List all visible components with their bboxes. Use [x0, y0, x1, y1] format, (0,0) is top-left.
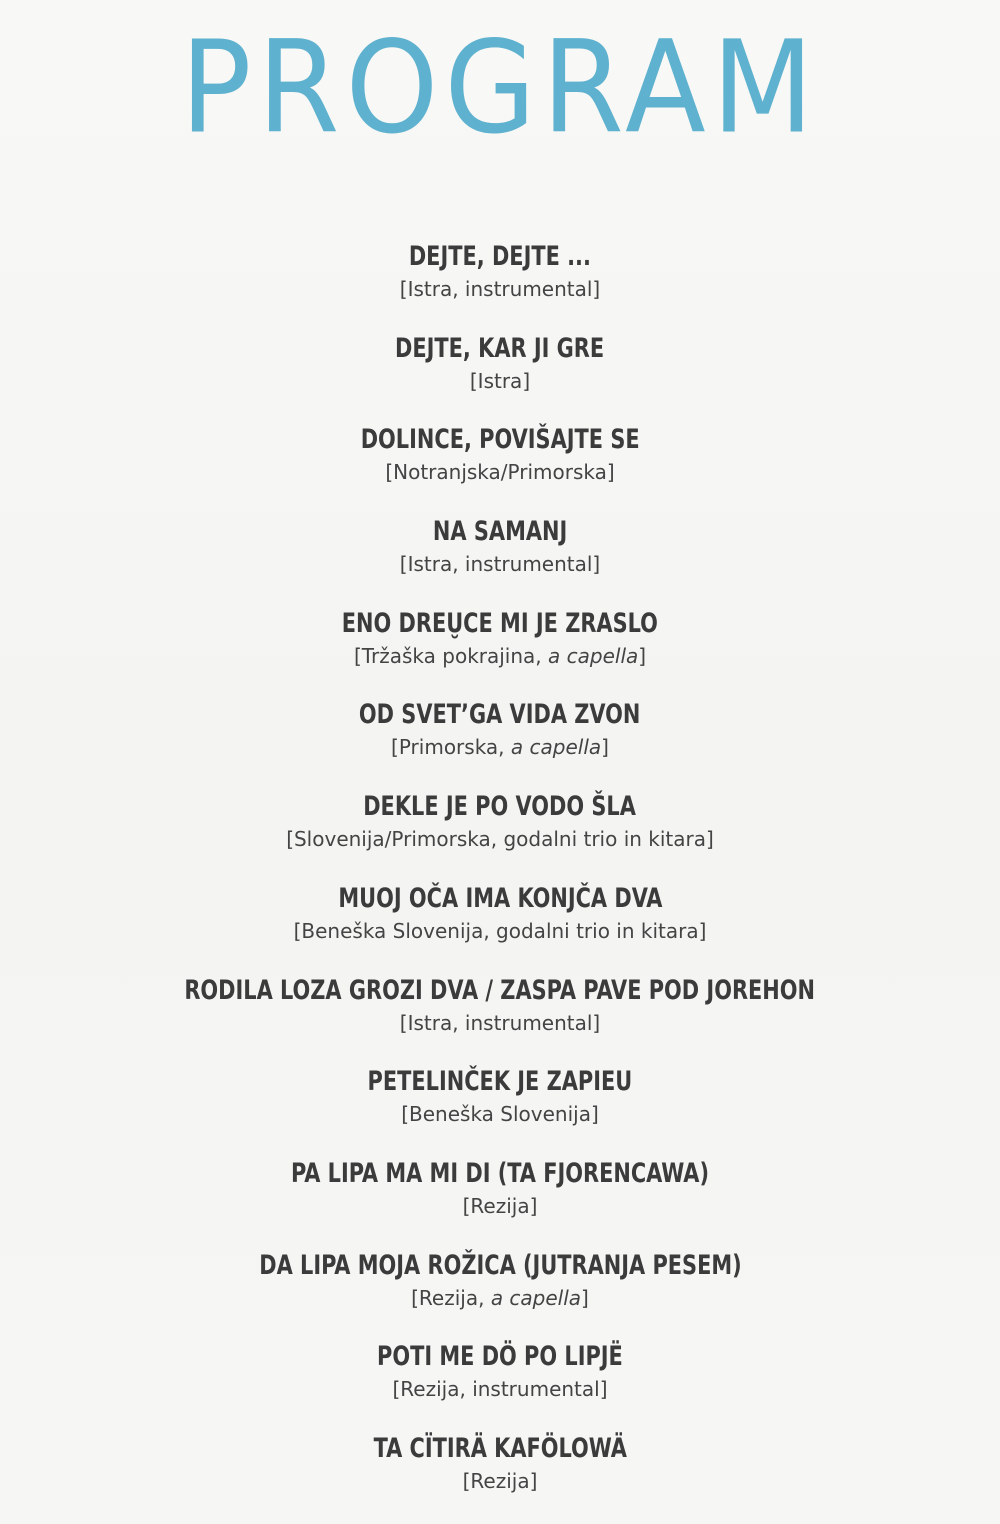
song-origin: [Rezija]: [462, 1193, 538, 1218]
song-origin: [Primorska, a capella]: [391, 735, 609, 760]
song-title: TA CÏTIRÄ KAFÖLOWÄ: [373, 1432, 627, 1464]
song-origin: [Beneška Slovenija, godalni trio in kitara]: [293, 918, 707, 943]
song-title: DEJTE, KAR JI GRE: [395, 332, 605, 364]
list-item: [60, 1430, 940, 1522]
song-title: PA LIPA MA MI DI (TA FJORENCAWA): [291, 1157, 709, 1189]
song-origin: [Rezija]: [462, 1468, 538, 1493]
song-origin: [Rezija, instrumental]: [392, 1377, 608, 1402]
list-item: [60, 1155, 940, 1247]
song-origin: [Istra, instrumental]: [399, 552, 601, 577]
page-title: PROGRAM: [180, 12, 820, 162]
list-item: [60, 880, 940, 972]
song-origin: [Tržaška pokrajina, a capella]: [353, 643, 647, 668]
program-list: [60, 238, 940, 1522]
song-origin: [Beneška Slovenija]: [401, 1102, 599, 1127]
list-item: [60, 788, 940, 880]
song-origin: [Slovenija/Primorska, godalni trio in kitara]: [286, 827, 714, 852]
song-origin: [Istra]: [469, 368, 531, 393]
song-title: ENO DREU̮CE MI JE ZRASLO: [341, 607, 659, 639]
song-title: DOLINCE, POVIŠAJTE SE: [360, 424, 640, 456]
song-title: RODILA LOZA GROZI DVA / ZASPA PAVE POD JOREHON: [184, 974, 816, 1006]
song-origin: [Rezija, a capella]: [411, 1285, 589, 1310]
list-item: [60, 972, 940, 1064]
song-title: OD SVET’GA VIDA ZVON: [359, 699, 641, 731]
list-item: [60, 1063, 940, 1155]
list-item: [60, 605, 940, 697]
list-item: [60, 513, 940, 605]
song-title: DEKLE JE PO VODO ŠLA: [363, 791, 637, 823]
song-title: MUOJ OČA IMA KONJČA DVA: [337, 882, 663, 914]
list-item: [60, 330, 940, 422]
song-title: NA SAMANJ: [432, 516, 568, 548]
song-origin: [Istra, instrumental]: [399, 1010, 601, 1035]
song-title: PETELINČEK JE ZAPIEU: [367, 1066, 633, 1098]
song-title: DA LIPA MOJA ROŽICA (JUTRANJA PESEM): [258, 1249, 742, 1281]
list-item: [60, 1247, 940, 1339]
list-item: [60, 421, 940, 513]
song-title: POTI ME DÖ PO LIPJË: [377, 1341, 623, 1373]
song-origin: [Notranjska/Primorska]: [385, 460, 615, 485]
song-origin: [Istra, instrumental]: [399, 277, 601, 301]
song-title: DEJTE, DEJTE ...: [408, 241, 592, 272]
list-item: [60, 238, 940, 330]
list-item: [60, 696, 940, 788]
list-item: [60, 1338, 940, 1430]
